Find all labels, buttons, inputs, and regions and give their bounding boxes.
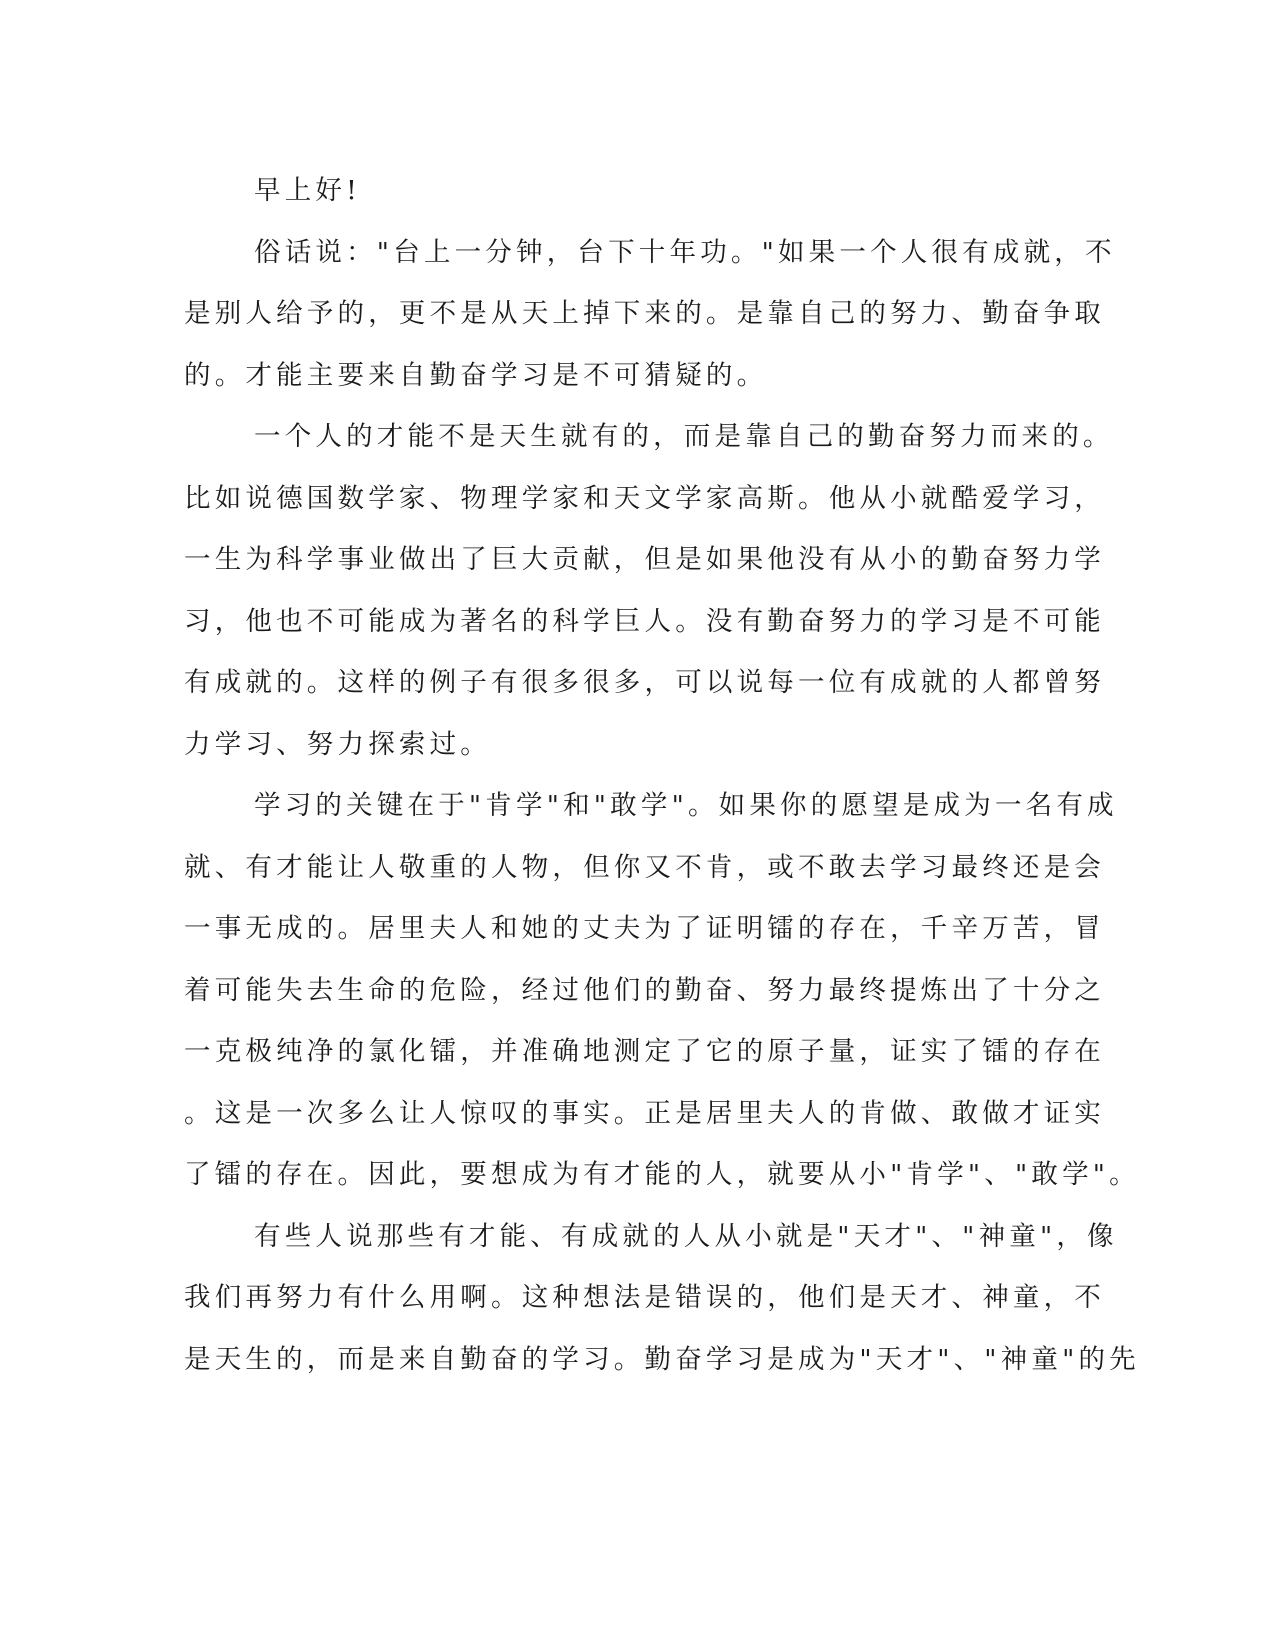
paragraph-line: 力学习、努力探索过。: [184, 728, 491, 760]
paragraph-line: 一生为科学事业做出了巨大贡献，但是如果他没有从小的勤奋努力学: [184, 544, 1105, 575]
paragraph-line: 。这是一次多么让人惊叹的事实。正是居里夫人的肯做、敢做才证实: [184, 1097, 1105, 1129]
paragraph-line: 一克极纯净的氯化镭，并准确地测定了它的原子量，证实了镭的存在: [184, 1036, 1105, 1067]
paragraph-3: [184, 775, 1140, 1206]
paragraph-line: 就、有才能让人敬重的人物，但你又不肯，或不敢去学习最终还是会: [184, 851, 1105, 883]
paragraph-line: 我们再努力有什么用啊。这种想法是错误的，他们是天才、神童，不: [184, 1282, 1105, 1313]
paragraph-line: 着可能失去生命的危险，经过他们的勤奋、努力最终提炼出了十分之: [184, 974, 1105, 1006]
paragraph-line: 一事无成的。居里夫人和她的丈夫为了证明镭的存在，千辛万苦，冒: [184, 913, 1105, 944]
paragraph-line: 俗话说："台上一分钟，台下十年功。"如果一个人很有成就，不: [254, 236, 1116, 268]
paragraph-line: 是天生的，而是来自勤奋的学习。勤奋学习是成为"天才"、"神童"的先: [184, 1343, 1140, 1375]
paragraph-1: [184, 222, 1116, 407]
paragraph-4: [184, 1206, 1140, 1391]
paragraph-line: 是别人给予的，更不是从天上掉下来的。是靠自己的努力、勤奋争取: [184, 298, 1105, 329]
paragraph-line: 习，他也不可能成为著名的科学巨人。没有勤奋努力的学习是不可能: [184, 605, 1105, 637]
paragraph-line: 了镭的存在。因此，要想成为有才能的人，就要从小"肯学"、"敢学"。: [184, 1159, 1140, 1190]
paragraph-2: [184, 406, 1114, 775]
paragraph-line: 有些人说那些有才能、有成就的人从小就是"天才"、"神童"，像: [254, 1220, 1118, 1252]
paragraph-line: 一个人的才能不是天生就有的，而是靠自己的勤奋努力而来的。: [254, 421, 1114, 452]
paragraph-line: 的。才能主要来自勤奋学习是不可猜疑的。: [184, 359, 768, 391]
greeting-line: 早上好!: [254, 175, 361, 206]
paragraph-line: 学习的关键在于"肯学"和"敢学"。如果你的愿望是成为一名有成: [254, 790, 1118, 821]
paragraph-line: 有成就的。这样的例子有很多很多，可以说每一位有成就的人都曾努: [184, 667, 1105, 698]
document-body: [184, 160, 1140, 1390]
paragraph-line: 比如说德国数学家、物理学家和天文学家高斯。他从小就酷爱学习，: [184, 482, 1105, 514]
